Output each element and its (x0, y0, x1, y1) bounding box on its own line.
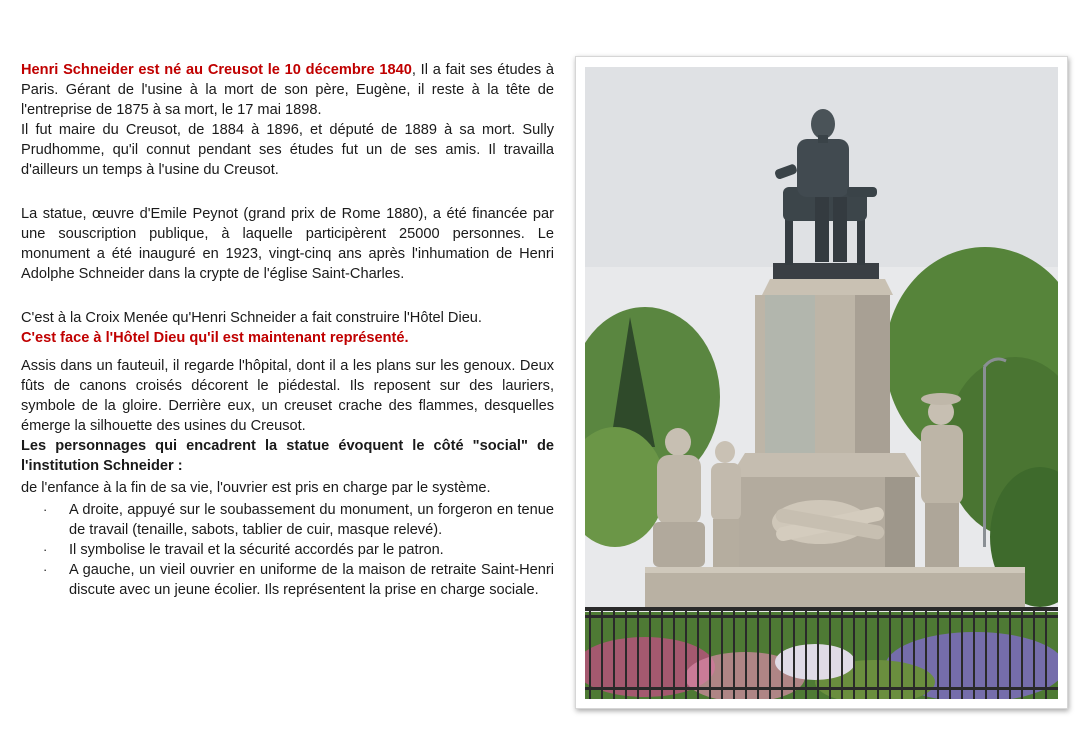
photo-frame (575, 56, 1068, 709)
paragraph-mayor: Il fut maire du Creusot, de 1884 à 1896, et député de 1889 à sa mort. Sully Prudhomme, qu'il connut pendant ses études fut un de ses amis. Il travailla d'ailleurs un temps à l'usine du Creusot. (21, 122, 554, 178)
bullet-item: · Il symbolise le travail et la sécurité accordés par le patron. (21, 540, 554, 560)
paragraph-hotel-dieu: C'est à la Croix Menée qu'Henri Schneider a fait construire l'Hôtel Dieu. (21, 310, 482, 326)
paragraph-description: Assis dans un fauteuil, il regarde l'hôpital, dont il a les plans sur les genoux. Deux fûts de canons croisés décorent le piédestal. Ils reposent sur des lauriers, symbole de la gloire. Derrière eux, un creuset crache des flammes, desquelles émerge la silhouette des usines du Creusot. (21, 358, 554, 434)
paragraph-system: de l'enfance à la fin de sa vie, l'ouvrier est pris en charge par le système. (21, 480, 491, 496)
paragraph-social-heading: Les personnages qui encadrent la statue évoquent le côté "social" de l'institution Schneider : (21, 438, 554, 474)
highlight-represented: C'est face à l'Hôtel Dieu qu'il est maintenant représenté. (21, 330, 409, 346)
paragraph-statue: La statue, œuvre d'Emile Peynot (grand prix de Rome 1880), a été financée par une souscription publique, à laquelle participèrent 25000 personnes. Le monument a été inauguré en 1923, vingt-cinq ans après l'inhumation de Henri Adolphe Schneider dans la crypte de l'église Saint-Charles. (21, 206, 554, 282)
paragraph-birth (21, 60, 554, 120)
bullet-item: · A gauche, un vieil ouvrier en uniforme de la maison de retraite Saint-Henri discute avec un jeune écolier. Ils représentent la prise en charge sociale. (21, 560, 554, 600)
bullet-list (21, 500, 554, 600)
statue-photo (585, 67, 1058, 699)
highlight-birth: Henri Schneider est né au Creusot le 10 décembre 1840 (21, 62, 412, 78)
paragraph-birth-rest: , Il a fait ses études à Paris. Gérant de l'usine à la mort de son père, Eugène, il reste à la tête de l'entreprise de 1875 à sa mort, le 17 mai 1898. (21, 62, 554, 118)
bullet-item: · A droite, appuyé sur le soubassement du monument, un forgeron en tenue de travail (tenaille, sabots, tablier de cuir, masque relevé). (21, 500, 554, 540)
article-text (21, 60, 554, 600)
